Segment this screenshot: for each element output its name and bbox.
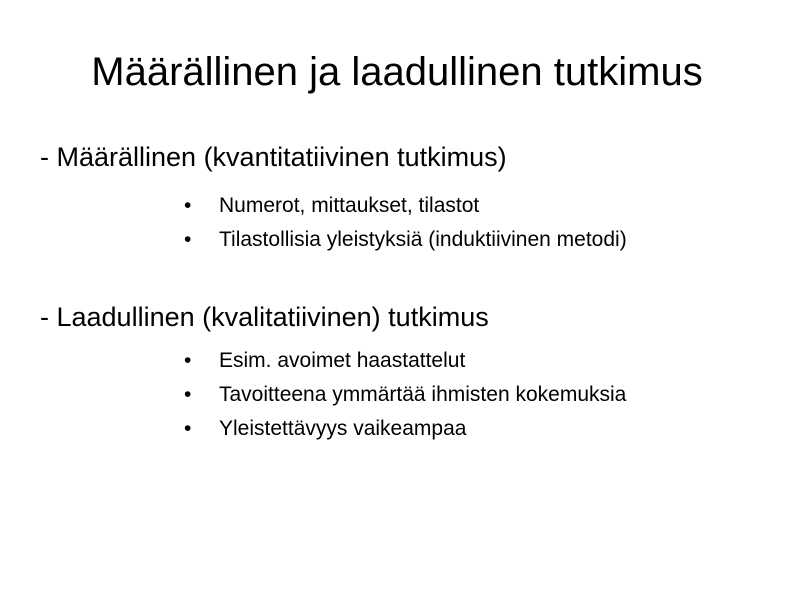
bullet-text: Yleistettävyys vaikeampaa xyxy=(219,417,467,440)
bullet-icon: • xyxy=(184,383,192,406)
section-heading-quantitative: - Määrällinen (kvantitatiivinen tutkimus) xyxy=(40,142,507,172)
section-heading-qualitative: - Laadullinen (kvalitatiivinen) tutkimus xyxy=(40,302,489,332)
bullet-text: Esim. avoimet haastattelut xyxy=(219,349,466,372)
bullet-text: Tavoitteena ymmärtää ihmisten kokemuksia xyxy=(219,383,627,406)
bullet-icon: • xyxy=(184,194,192,217)
slide-title: Määrällinen ja laadullinen tutkimus xyxy=(91,50,703,94)
bullet-icon: • xyxy=(184,228,192,251)
bullet-icon: • xyxy=(184,417,192,440)
bullet-text: Tilastollisia yleistyksiä (induktiivinen metodi) xyxy=(219,228,627,251)
bullet-icon: • xyxy=(184,349,192,372)
bullet-text: Numerot, mittaukset, tilastot xyxy=(219,194,480,217)
